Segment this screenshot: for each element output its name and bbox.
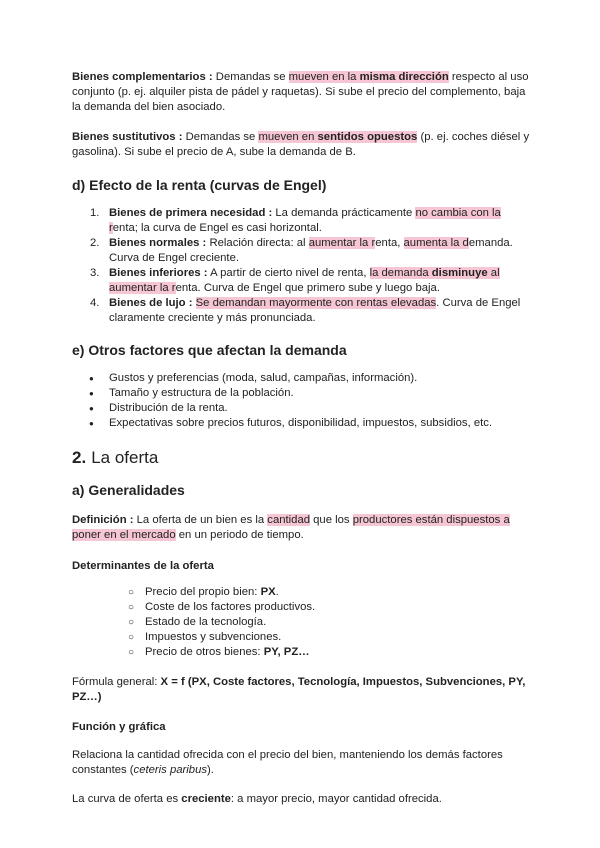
text-run: Relaciona la cantidad ofrecida con el precio del bien, manteniendo los demás factores constantes ( [72, 749, 503, 776]
text-run: . [275, 586, 279, 598]
text-run-bold: PX [260, 586, 276, 598]
text-run-bold: misma dirección [359, 71, 449, 83]
list-item: ● Tamaño y estructura de la población. [72, 386, 532, 401]
highlight [289, 71, 449, 83]
text-run: emanda. Curva de Engel creciente. [109, 237, 513, 264]
list-item [72, 206, 532, 236]
factors-list [72, 371, 532, 431]
text-run-bold: creciente [181, 793, 231, 805]
item-label: Bienes de primera necesidad : [109, 207, 273, 219]
section-number: 2. [72, 448, 87, 467]
text-run: A partir de cierto nivel de renta, [207, 267, 370, 279]
list-item: ● Expectativas sobre precios futuros, disponibilidad, impuestos, subsidios, etc. [72, 416, 532, 431]
text-run: La oferta de un bien es la [133, 514, 268, 526]
text-run: la demanda [369, 267, 432, 279]
item-label: Bienes inferiores : [109, 267, 208, 279]
list-item [72, 600, 532, 615]
section-a-heading: a) Generalidades [72, 482, 185, 498]
determinantes-heading: Determinantes de la oferta [72, 560, 214, 572]
text-run: ). [207, 764, 214, 776]
item-number: 4. [90, 297, 100, 309]
list-item [72, 266, 532, 296]
complementarios-label: Bienes complementarios : [72, 71, 213, 83]
text-run-bold: PY, PZ… [263, 646, 310, 658]
text-run: en un periodo de tiempo. [175, 529, 304, 541]
section-e-heading: e) Otros factores que afectan la demanda [72, 342, 347, 358]
list-item [72, 630, 532, 645]
text-run-italic: ceteris paribus [133, 764, 208, 776]
highlight: no cambia con la r [109, 207, 501, 234]
list-item [72, 615, 532, 630]
definicion-label: Definición : [72, 514, 134, 526]
funcion-heading: Función y gráfica [72, 721, 166, 733]
section-title: La oferta [91, 448, 159, 467]
text-run: mueven en [258, 131, 318, 143]
item-number: 1. [90, 207, 100, 219]
definicion-paragraph [72, 513, 532, 543]
list-item [72, 645, 532, 660]
curva-paragraph [72, 792, 532, 807]
text-run: que los [310, 514, 353, 526]
text-run: enta; la curva de Engel es casi horizontal. [112, 222, 322, 234]
engel-list [72, 206, 532, 326]
highlight: aumentar la r [308, 237, 376, 249]
text-run-bold: disminuye [431, 267, 488, 279]
funcion-paragraph [72, 748, 532, 778]
text-run: mueven en la [288, 71, 360, 83]
highlight: aumenta la d [403, 237, 469, 249]
text-run: Fórmula general: [72, 676, 161, 688]
text-run: respecto al uso conjunto (p. ej. alquiler pista de pádel y raquetas). Si sube el precio del complemento, baja la demanda del bien asociado. [72, 71, 529, 113]
list-item: ● Gustos y preferencias (moda, salud, campañas, información). [72, 371, 532, 386]
item-label: Bienes normales : [109, 237, 207, 249]
text-run: Precio del propio bien: [145, 586, 261, 598]
highlight [258, 131, 417, 143]
text-run: Precio de otros bienes: [145, 646, 264, 658]
list-item [72, 585, 532, 600]
list-item [72, 236, 532, 266]
text-run: Demandas se [212, 71, 289, 83]
text-run: La demanda prácticamente [272, 207, 416, 219]
text-run: Estado de la tecnología. [145, 616, 267, 628]
section-2-heading [72, 447, 532, 469]
text-run: : a mayor precio, mayor cantidad ofrecida. [230, 793, 442, 805]
item-label: Bienes de lujo : [109, 297, 193, 309]
item-number: 2. [90, 237, 100, 249]
text-run: Relación directa: al [206, 237, 309, 249]
formula-paragraph [72, 675, 532, 705]
text-run: . Curva de Engel claramente creciente y más pronunciada. [109, 297, 521, 324]
text-run: enta. Curva de Engel que primero sube y luego baja. [175, 282, 440, 294]
document-page [72, 70, 532, 807]
text-run: (p. ej. coches diésel y gasolina). Si sube el precio de A, sube la demanda de B. [72, 131, 530, 158]
determinantes-list [72, 585, 532, 660]
text-run: La curva de oferta es [72, 793, 182, 805]
complementarios-paragraph [72, 70, 532, 115]
sustitutivos-label: Bienes sustitutivos : [72, 131, 183, 143]
text-run: Coste de los factores productivos. [145, 601, 316, 613]
text-run: enta, [375, 237, 404, 249]
highlight: Se demandan mayormente con rentas elevadas [195, 297, 437, 309]
text-run-bold: sentidos opuestos [317, 131, 418, 143]
formula-bold: X = f (PX, Coste factores, Tecnología, Impuestos, Subvenciones, PY, PZ…) [72, 676, 526, 703]
item-number: 3. [90, 267, 100, 279]
text-run: Demandas se [182, 131, 259, 143]
list-item [72, 296, 532, 326]
sustitutivos-paragraph [72, 130, 532, 160]
section-d-heading: d) Efecto de la renta (curvas de Engel) [72, 177, 327, 193]
highlight: productores están dispuestos a poner en el mercado [72, 514, 510, 541]
text-run: al aumentar la r [109, 267, 500, 294]
highlight: cantidad [267, 514, 311, 526]
text-run: Impuestos y subvenciones. [145, 631, 282, 643]
list-item: ● Distribución de la renta. [72, 401, 532, 416]
